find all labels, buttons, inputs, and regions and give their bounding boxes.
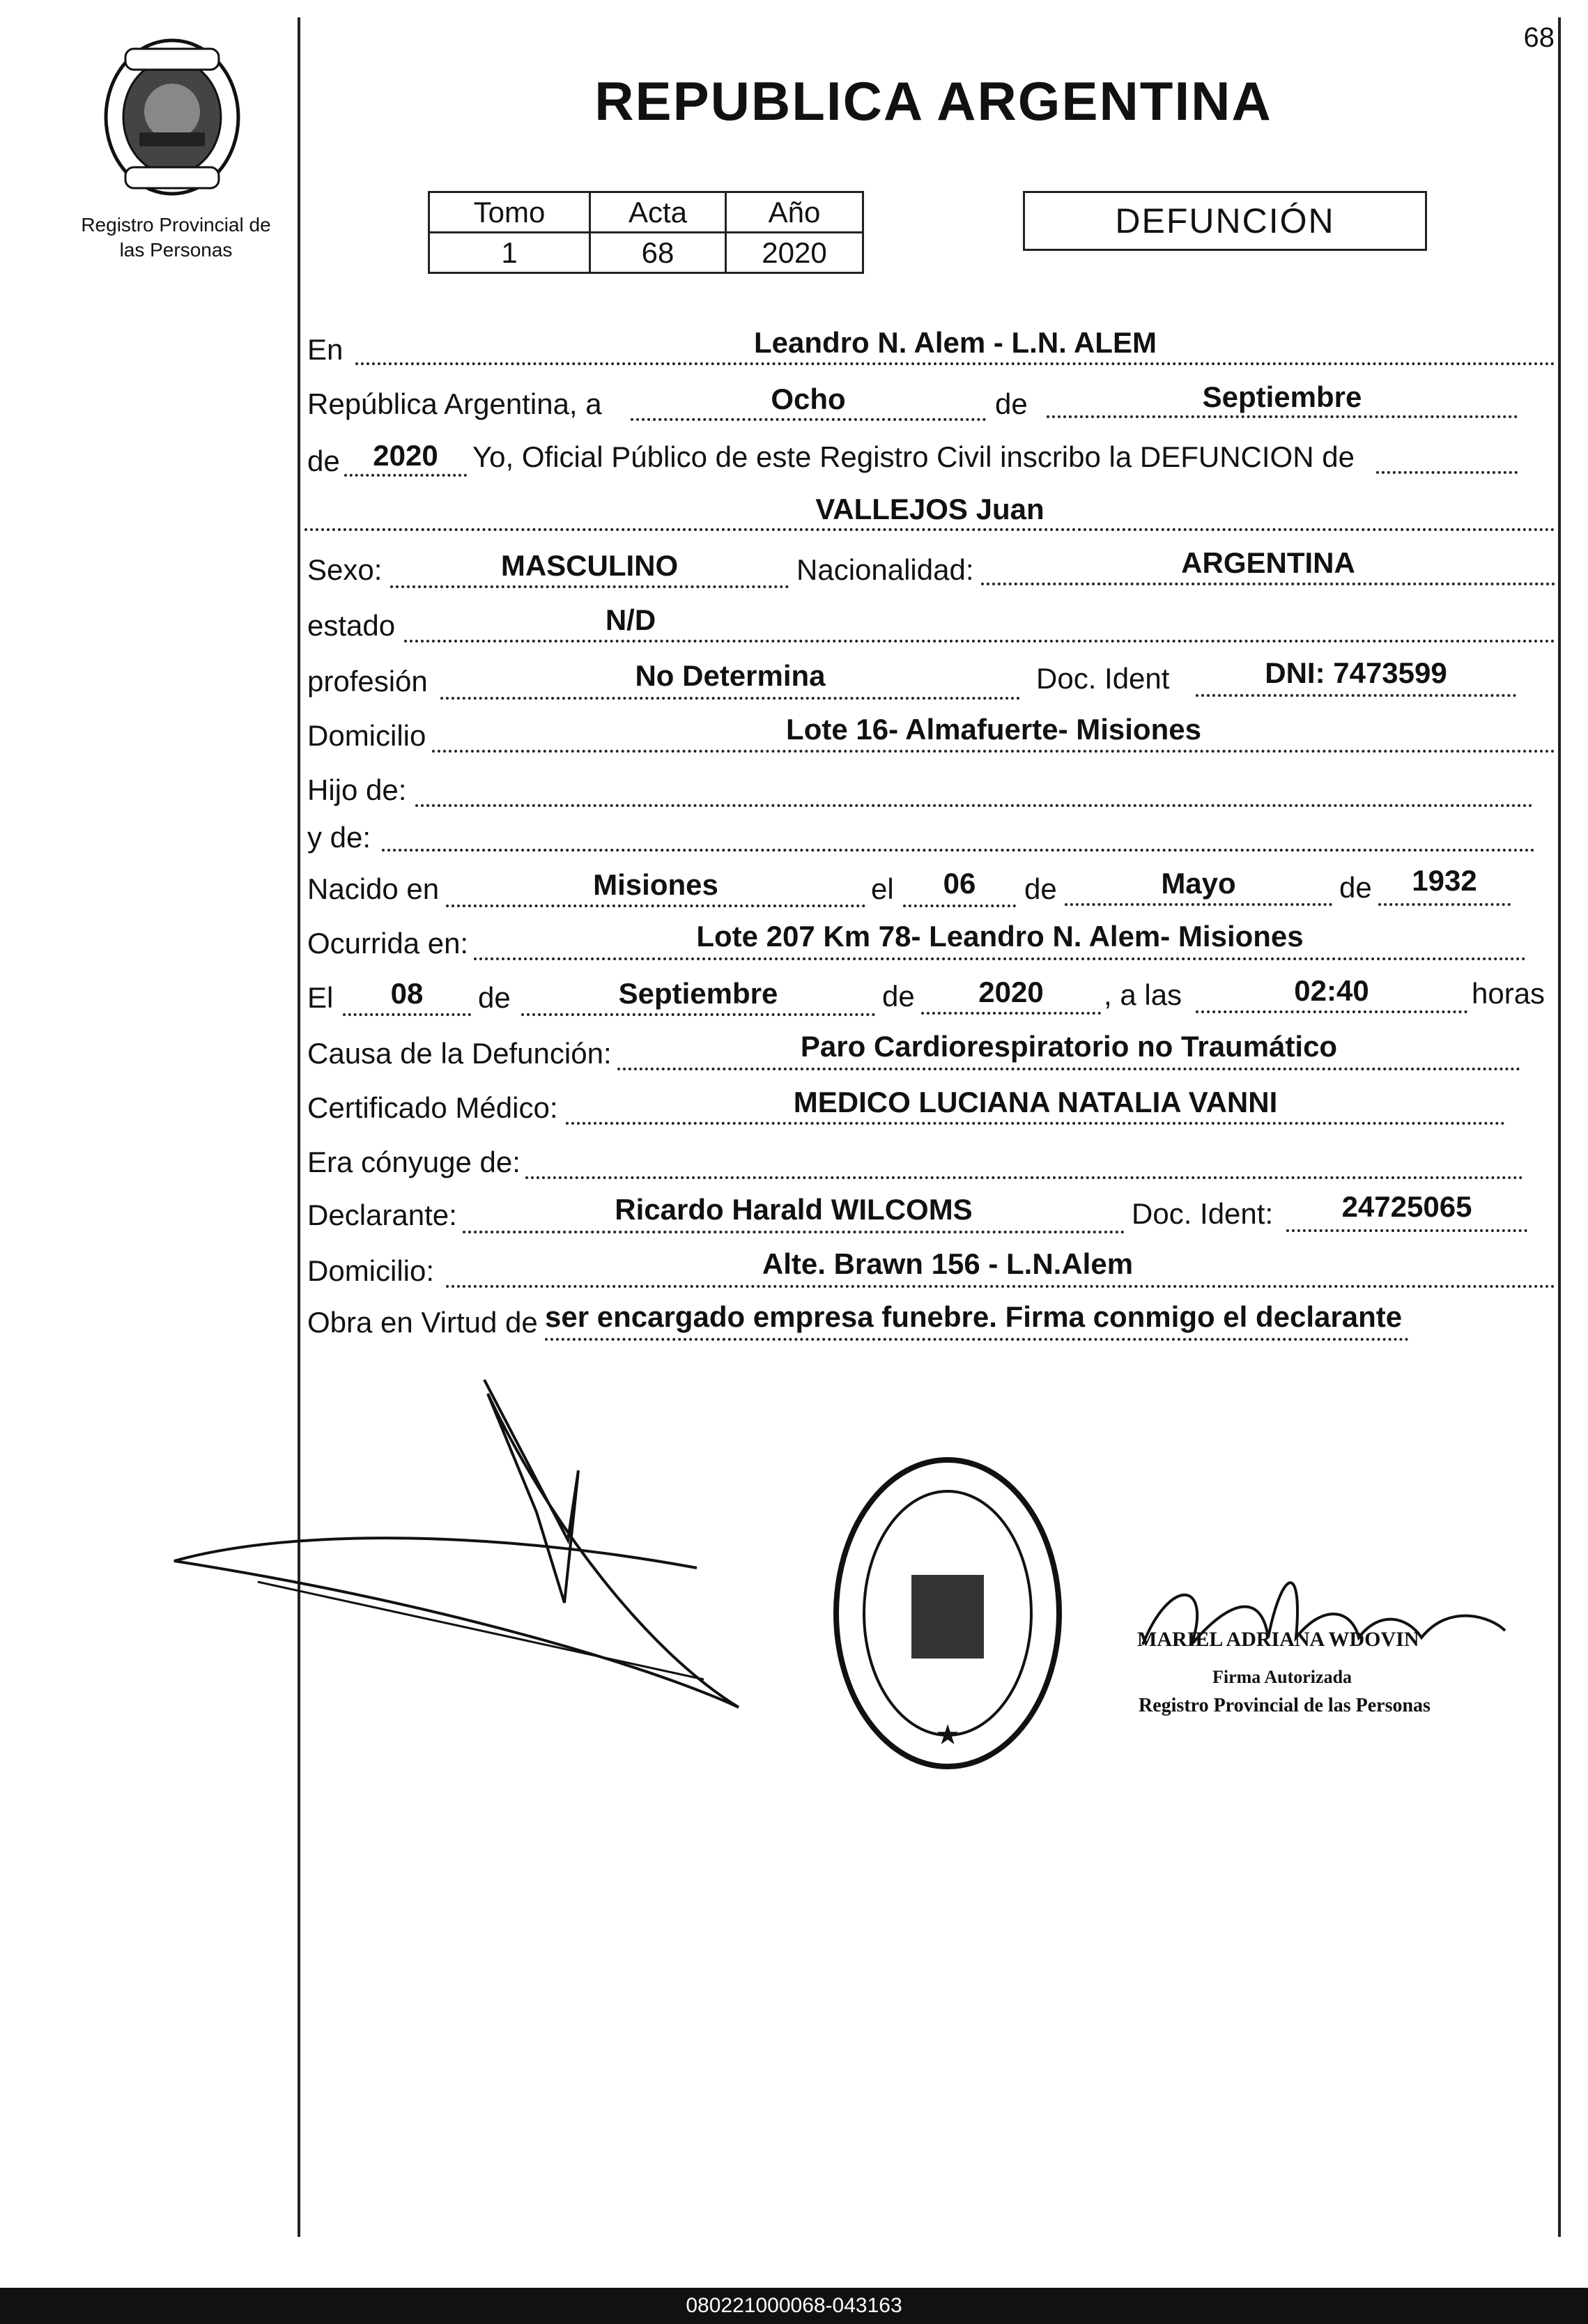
dotted-line — [1196, 694, 1516, 697]
dotted-line — [903, 905, 1016, 907]
label-republica: República Argentina, a — [307, 387, 602, 420]
label-estado: estado — [307, 609, 396, 642]
label-conyuge: Era cónyuge de: — [307, 1146, 521, 1178]
dotted-line — [463, 1231, 1125, 1233]
dotted-line — [1196, 1010, 1467, 1013]
label-de-mes: de — [1024, 872, 1057, 905]
dotted-line — [545, 1338, 1409, 1341]
value-nacionalidad: ARGENTINA — [1181, 546, 1355, 579]
record-value-anio: 2020 — [726, 233, 863, 273]
label-domicilio2: Domicilio: — [307, 1254, 435, 1287]
value-nac-mes: Mayo — [1161, 867, 1236, 900]
value-profesion: No Determina — [635, 659, 826, 692]
document-type-box: DEFUNCIÓN — [1023, 191, 1427, 251]
dotted-line — [566, 1122, 1505, 1125]
value-nacido-en: Misiones — [593, 868, 718, 901]
value-fall-anio: 2020 — [978, 976, 1044, 1008]
label-profesion: profesión — [307, 665, 428, 698]
label-de-anio: de — [1339, 871, 1372, 904]
dotted-line — [525, 1176, 1523, 1179]
dotted-line — [382, 849, 1535, 852]
dotted-line — [521, 1013, 875, 1016]
label-hijo-de: Hijo de: — [307, 774, 407, 806]
value-obra: ser encargado empresa funebre. Firma conmigo el declarante — [545, 1300, 1403, 1333]
record-table — [428, 191, 864, 274]
dotted-line — [1065, 903, 1332, 906]
dotted-line — [390, 585, 789, 588]
label-de-year: de — [307, 445, 340, 477]
value-nac-dia: 06 — [943, 867, 976, 900]
label-nacionalidad: Nacionalidad: — [796, 553, 974, 586]
label-certificado: Certificado Médico: — [307, 1091, 558, 1124]
label-sexo: Sexo: — [307, 553, 383, 586]
label-el: el — [871, 872, 894, 905]
svg-text:★: ★ — [935, 1719, 960, 1751]
value-estado: N/D — [605, 603, 656, 636]
label-a-las: , a las — [1104, 978, 1182, 1011]
value-fall-mes: Septiembre — [618, 977, 778, 1010]
label-obra: Obra en Virtud de — [307, 1306, 538, 1339]
value-declarante-doc: 24725065 — [1341, 1190, 1472, 1223]
record-header-acta: Acta — [590, 192, 726, 233]
label-de: de — [995, 387, 1028, 420]
right-margin-line — [1558, 17, 1561, 2237]
declarant-signature — [160, 1373, 787, 1721]
label-yo: Yo, Oficial Público de este Registro Civil inscribo la DEFUNCION de — [472, 440, 1355, 473]
dotted-line — [1047, 415, 1518, 418]
label-y-de: y de: — [307, 821, 371, 854]
dotted-line — [1378, 903, 1511, 906]
dotted-line — [344, 474, 467, 477]
dotted-line — [446, 1285, 1555, 1288]
value-hora: 02:40 — [1294, 974, 1369, 1007]
value-ocurrida-en: Lote 207 Km 78- Leandro N. Alem- Misiones — [696, 920, 1304, 953]
value-sexo: MASCULINO — [500, 549, 679, 582]
value-anio: 2020 — [373, 439, 438, 472]
label-causa: Causa de la Defunción: — [307, 1037, 612, 1070]
record-header-tomo: Tomo — [429, 192, 590, 233]
value-dia-letras: Ocho — [771, 383, 846, 415]
label-nacido-en: Nacido en — [307, 872, 440, 905]
value-certificado: MEDICO LUCIANA NATALIA VANNI — [793, 1086, 1278, 1118]
official-stamp — [829, 1453, 1066, 1773]
registry-label: Registro Provincial de las Personas — [81, 214, 271, 261]
value-nac-anio: 1932 — [1412, 864, 1477, 897]
dotted-line — [1376, 471, 1518, 474]
label-de2: de — [478, 981, 511, 1014]
label-en: En — [307, 333, 344, 366]
record-value-acta: 68 — [590, 233, 726, 273]
dotted-line — [440, 697, 1020, 700]
document-title: REPUBLICA ARGENTINA — [594, 70, 1272, 132]
value-declarante: Ricardo Harald WILCOMS — [615, 1193, 973, 1226]
label-doc-ident2: Doc. Ident: — [1132, 1197, 1274, 1230]
label-declarante: Declarante: — [307, 1199, 457, 1231]
dotted-line — [446, 905, 865, 907]
dotted-line — [432, 750, 1555, 753]
dotted-line — [404, 640, 1555, 642]
label-de3: de — [882, 980, 915, 1013]
value-declarante-dom: Alte. Brawn 156 - L.N.Alem — [762, 1247, 1134, 1280]
value-fall-dia: 08 — [390, 977, 424, 1010]
label-horas: horas — [1472, 977, 1545, 1010]
footer-code: 080221000068-043163 — [0, 2288, 1588, 2324]
dotted-line — [981, 583, 1555, 585]
signature-role: Firma Autorizada — [1212, 1667, 1352, 1687]
dotted-line — [355, 362, 1555, 365]
value-doc: DNI: 7473599 — [1265, 656, 1447, 689]
signature-org: Registro Provincial de las Personas — [1139, 1695, 1431, 1716]
dotted-line — [415, 804, 1533, 807]
dotted-line — [1286, 1229, 1527, 1232]
label-doc-ident: Doc. Ident — [1036, 662, 1170, 695]
dotted-line — [921, 1012, 1101, 1015]
dotted-line — [474, 957, 1526, 960]
page-number: 68 — [1523, 22, 1555, 53]
label-ocurrida-en: Ocurrida en: — [307, 927, 469, 960]
value-causa: Paro Cardiorespiratorio no Traumático — [800, 1030, 1338, 1063]
signature-name: MARIEL ADRIANA WDOVIN — [1137, 1628, 1419, 1651]
value-lugar: Leandro N. Alem - L.N. ALEM — [754, 326, 1157, 359]
dotted-line — [343, 1013, 471, 1016]
dotted-line — [631, 418, 986, 421]
value-mes-letras: Septiembre — [1202, 380, 1362, 413]
value-domicilio: Lote 16- Almafuerte- Misiones — [786, 713, 1201, 746]
record-value-tomo: 1 — [429, 233, 590, 273]
record-header-anio: Año — [726, 192, 863, 233]
dotted-line — [617, 1068, 1520, 1070]
dotted-line — [305, 528, 1555, 531]
left-margin-line — [298, 17, 300, 2237]
label-domicilio: Domicilio — [307, 719, 426, 752]
label-el-cap: El — [307, 981, 334, 1014]
value-nombre: VALLEJOS Juan — [815, 493, 1044, 525]
